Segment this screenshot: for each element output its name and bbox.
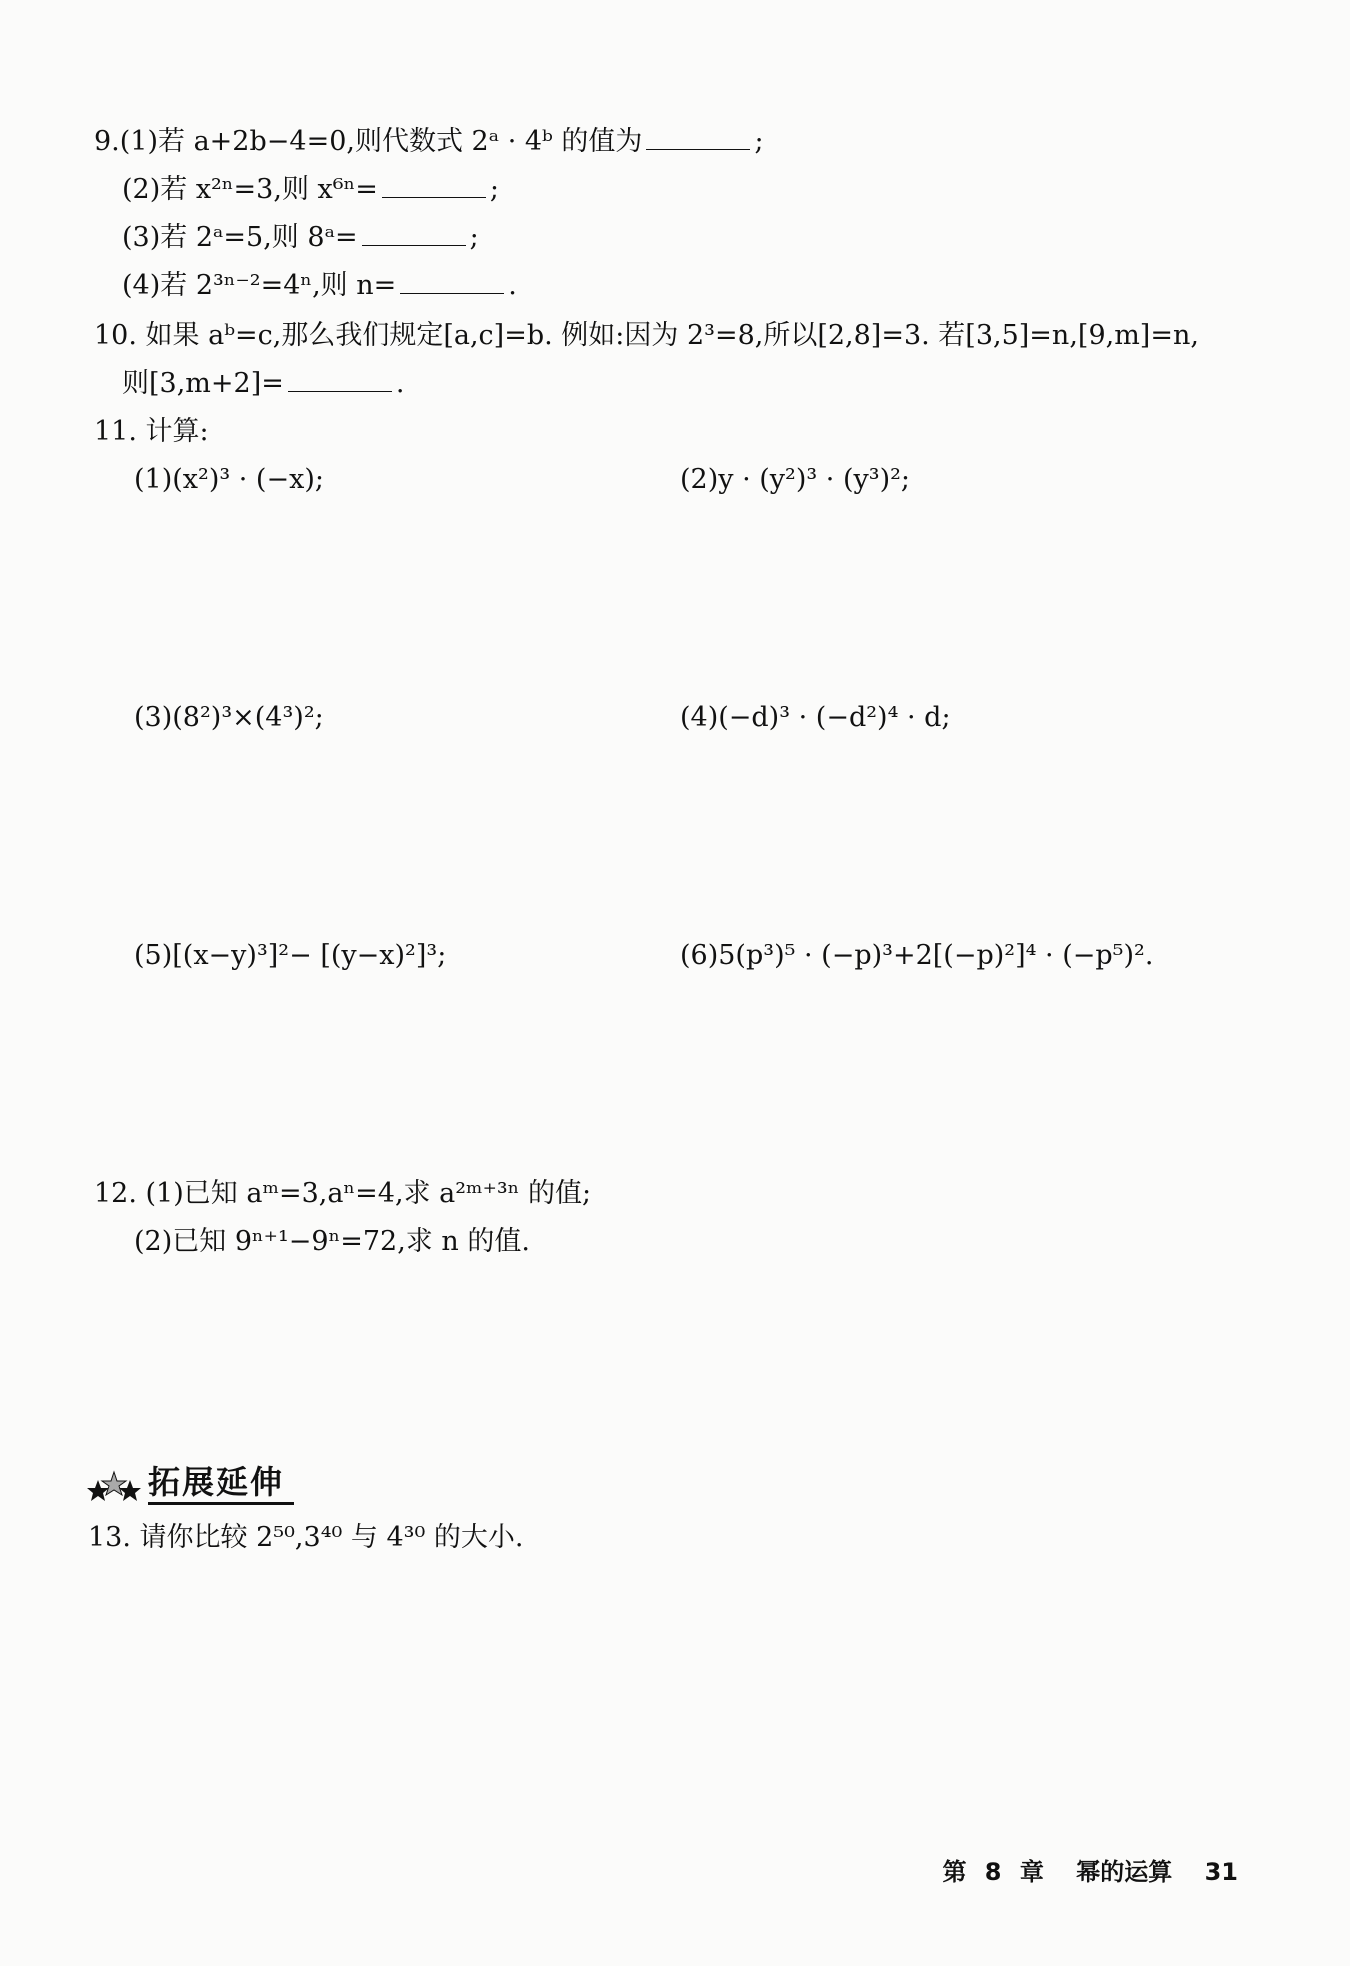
answer-blank[interactable] — [382, 177, 486, 198]
section-heading — [86, 1462, 294, 1505]
problem-9-part-1-text: 9.(1)若 a+2b−4=0,则代数式 2ᵃ · 4ᵇ 的值为 — [94, 126, 643, 157]
section-title: 拓展延伸 — [148, 1462, 294, 1505]
problem-11-item-6: (6)5(p³)⁵ · (−p)³+2[(−p)²]⁴ · (−p⁵)². — [680, 940, 1154, 971]
problem-13: 13. 请你比较 2⁵⁰,3⁴⁰ 与 4³⁰ 的大小. — [88, 1522, 524, 1553]
problem-9-part-2 — [122, 172, 499, 208]
problem-9-part-4-text: (4)若 2³ⁿ⁻²=4ⁿ,则 n= — [122, 270, 397, 301]
problem-9-part-3-text: (3)若 2ᵃ=5,则 8ᵃ= — [122, 222, 358, 253]
answer-blank[interactable] — [362, 225, 466, 246]
problem-12-part-1: 12. (1)已知 aᵐ=3,aⁿ=4,求 a²ᵐ⁺³ⁿ 的值; — [94, 1178, 592, 1209]
problem-11-item-5: (5)[(x−y)³]²− [(y−x)²]³; — [134, 940, 447, 971]
problem-9-part-3 — [122, 220, 479, 256]
problem-10-line-1 — [94, 318, 1199, 354]
punctuation: ; — [754, 126, 764, 157]
stars-icon — [86, 1464, 142, 1504]
problem-11-title: 11. 计算: — [94, 416, 209, 447]
answer-blank[interactable] — [400, 273, 504, 294]
punctuation: ; — [469, 222, 479, 253]
problem-9-part-1 — [94, 124, 764, 160]
problem-10-line-2 — [122, 366, 404, 402]
problem-11-item-2: (2)y · (y²)³ · (y³)²; — [680, 464, 911, 495]
punctuation: . — [395, 368, 405, 399]
problem-11-item-3: (3)(8²)³×(4³)²; — [134, 702, 324, 733]
problem-10-question: 则[3,m+2]= — [122, 368, 284, 399]
page-number: 31 — [1204, 1858, 1238, 1886]
chapter-topic: 幂的运算 — [1076, 1858, 1173, 1886]
problem-11-item-4: (4)(−d)³ · (−d²)⁴ · d; — [680, 702, 951, 733]
page-footer — [928, 1852, 1238, 1887]
problem-9-part-2-text: (2)若 x²ⁿ=3,则 x⁶ⁿ= — [122, 174, 378, 205]
problem-10-text: 10. 如果 aᵇ=c,那么我们规定[a,c]=b. 例如:因为 2³=8,所以[2,8]=3. 若[3,5]=n,[9,m]=n, — [94, 320, 1199, 351]
problem-11-item-1: (1)(x²)³ · (−x); — [134, 464, 324, 495]
problem-12-part-2: (2)已知 9ⁿ⁺¹−9ⁿ=72,求 n 的值. — [134, 1226, 530, 1257]
punctuation: ; — [489, 174, 499, 205]
answer-blank[interactable] — [646, 129, 750, 150]
problem-9-part-4 — [122, 268, 517, 304]
chapter-label: 第 8 章 — [942, 1858, 1044, 1886]
answer-blank[interactable] — [288, 371, 392, 392]
punctuation: . — [508, 270, 517, 301]
